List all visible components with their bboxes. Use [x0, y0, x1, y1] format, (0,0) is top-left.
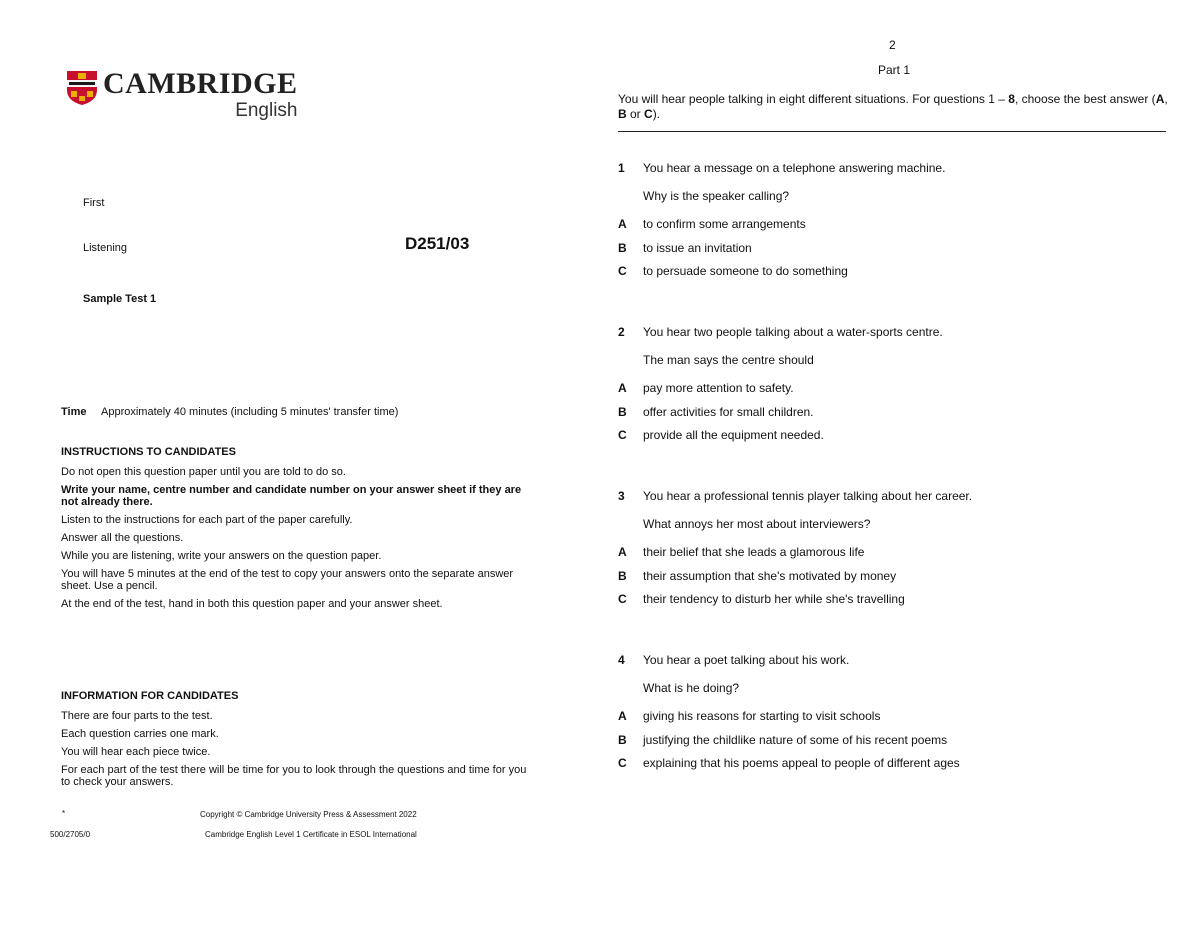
option-text: their belief that she leads a glamorous life	[643, 545, 865, 559]
question-number: 4	[618, 653, 625, 667]
instruction-item: At the end of the test, hand in both this question paper and your answer sheet.	[61, 598, 443, 610]
information-section	[61, 690, 531, 794]
question-stem: What is he doing?	[643, 681, 740, 695]
question-stem: Why is the speaker calling?	[643, 189, 790, 203]
exam-level: First	[83, 197, 105, 209]
test-name: Sample Test 1	[83, 293, 157, 305]
time-value: Approximately 40 minutes (including 5 minutes' transfer time)	[101, 406, 399, 418]
time-row	[61, 406, 398, 418]
intro-text: ).	[652, 107, 661, 121]
logo-wordmark: CAMBRIDGE	[103, 67, 298, 100]
question-situation: You hear a message on a telephone answering machine.	[643, 161, 946, 175]
time-label: Time	[61, 406, 87, 418]
question-page	[600, 0, 1200, 927]
option-b	[618, 569, 1168, 593]
intro-letter-a: A	[1155, 92, 1165, 106]
option-text: explaining that his poems appeal to people of different ages	[643, 756, 960, 770]
logo-subbrand: English	[235, 100, 298, 121]
question-situation: You hear a poet talking about his work.	[643, 653, 850, 667]
option-b	[618, 241, 1168, 265]
instructions-heading: INSTRUCTIONS TO CANDIDATES	[61, 446, 236, 458]
paper-name: Listening	[83, 242, 128, 254]
instruction-item: While you are listening, write your answers on the question paper.	[61, 550, 382, 562]
question-stem: The man says the centre should	[643, 353, 814, 367]
footer-certificate: Cambridge English Level 1 Certificate in ESOL International	[205, 830, 417, 839]
option-letter: B	[618, 732, 627, 747]
footer-ref: 500/2705/0	[50, 830, 91, 839]
option-letter: A	[618, 545, 627, 559]
instruction-item: Write your name, centre number and candidate number on your answer sheet if they are not already there.	[61, 484, 522, 508]
option-c	[618, 592, 1168, 616]
option-text: giving his reasons for starting to visit schools	[643, 709, 881, 723]
option-letter: C	[618, 592, 627, 606]
option-letter: B	[618, 240, 627, 255]
intro-text: You will hear people talking in eight different situations. For questions 1 –	[618, 92, 1009, 106]
information-item: For each part of the test there will be time for you to look through the questions and time for you to check your answers.	[61, 764, 527, 788]
instructions-section	[61, 446, 531, 616]
option-letter: A	[618, 381, 627, 395]
option-text: provide all the equipment needed.	[643, 428, 824, 442]
question-4	[618, 653, 1168, 780]
question-situation: You hear a professional tennis player talking about her career.	[643, 489, 973, 503]
option-letter: A	[618, 709, 627, 723]
question-number: 2	[618, 325, 625, 339]
option-b	[618, 405, 1168, 429]
information-heading: INFORMATION FOR CANDIDATES	[61, 690, 239, 702]
divider	[618, 131, 1166, 132]
cambridge-english-logo	[66, 68, 298, 122]
option-c	[618, 428, 1168, 452]
option-letter: B	[618, 568, 627, 583]
intro-text: or	[626, 107, 645, 121]
option-a	[618, 545, 1168, 569]
question-situation: You hear two people talking about a water-sports centre.	[643, 325, 943, 339]
intro-number: 8	[1008, 92, 1015, 106]
option-text: to issue an invitation	[643, 240, 752, 255]
option-a	[618, 381, 1168, 405]
part-instructions	[618, 92, 1168, 122]
information-item: There are four parts to the test.	[61, 710, 213, 722]
option-text: their assumption that she's motivated by money	[643, 568, 897, 583]
instruction-item: Listen to the instructions for each part of the paper carefully.	[61, 514, 353, 526]
intro-text: , choose the best answer (	[1014, 92, 1156, 106]
part-title: Part 1	[878, 63, 911, 77]
option-letter: A	[618, 217, 627, 231]
option-letter: C	[618, 264, 627, 278]
option-text: their tendency to disturb her while she's travelling	[643, 592, 905, 606]
option-text: pay more attention to safety.	[643, 381, 794, 395]
option-text: to persuade someone to do something	[643, 264, 848, 278]
option-letter: C	[618, 428, 627, 442]
question-number: 1	[618, 161, 625, 175]
intro-letter-c: C	[644, 107, 653, 121]
option-letter: B	[618, 404, 627, 419]
instruction-item: You will have 5 minutes at the end of the test to copy your answers onto the separate answer sheet. Use a pencil.	[61, 568, 514, 592]
information-item: Each question carries one mark.	[61, 728, 219, 740]
footer-copyright: Copyright © Cambridge University Press & Assessment 2022	[200, 810, 417, 819]
question-2	[618, 325, 1168, 452]
cambridge-shield-icon	[66, 70, 98, 106]
paper-code: D251/03	[405, 234, 470, 253]
option-a	[618, 709, 1168, 733]
question-stem: What annoys her most about interviewers?	[643, 517, 871, 531]
question-number: 3	[618, 489, 625, 503]
instruction-item: Do not open this question paper until you are told to do so.	[61, 466, 346, 478]
instruction-item: Answer all the questions.	[61, 532, 184, 544]
option-text: justifying the childlike nature of some of his recent poems	[643, 732, 948, 747]
page-number: 2	[889, 38, 896, 52]
question-3	[618, 489, 1168, 616]
option-text: offer activities for small children.	[643, 404, 814, 419]
intro-text: ,	[1164, 92, 1168, 106]
option-c	[618, 264, 1168, 288]
intro-letter-b: B	[618, 107, 627, 121]
question-1	[618, 161, 1168, 288]
footer-mark: *	[62, 809, 66, 818]
option-text: to confirm some arrangements	[643, 217, 806, 231]
option-b	[618, 733, 1168, 757]
information-item: You will hear each piece twice.	[61, 746, 211, 758]
option-a	[618, 217, 1168, 241]
option-letter: C	[618, 756, 627, 770]
option-c	[618, 756, 1168, 780]
